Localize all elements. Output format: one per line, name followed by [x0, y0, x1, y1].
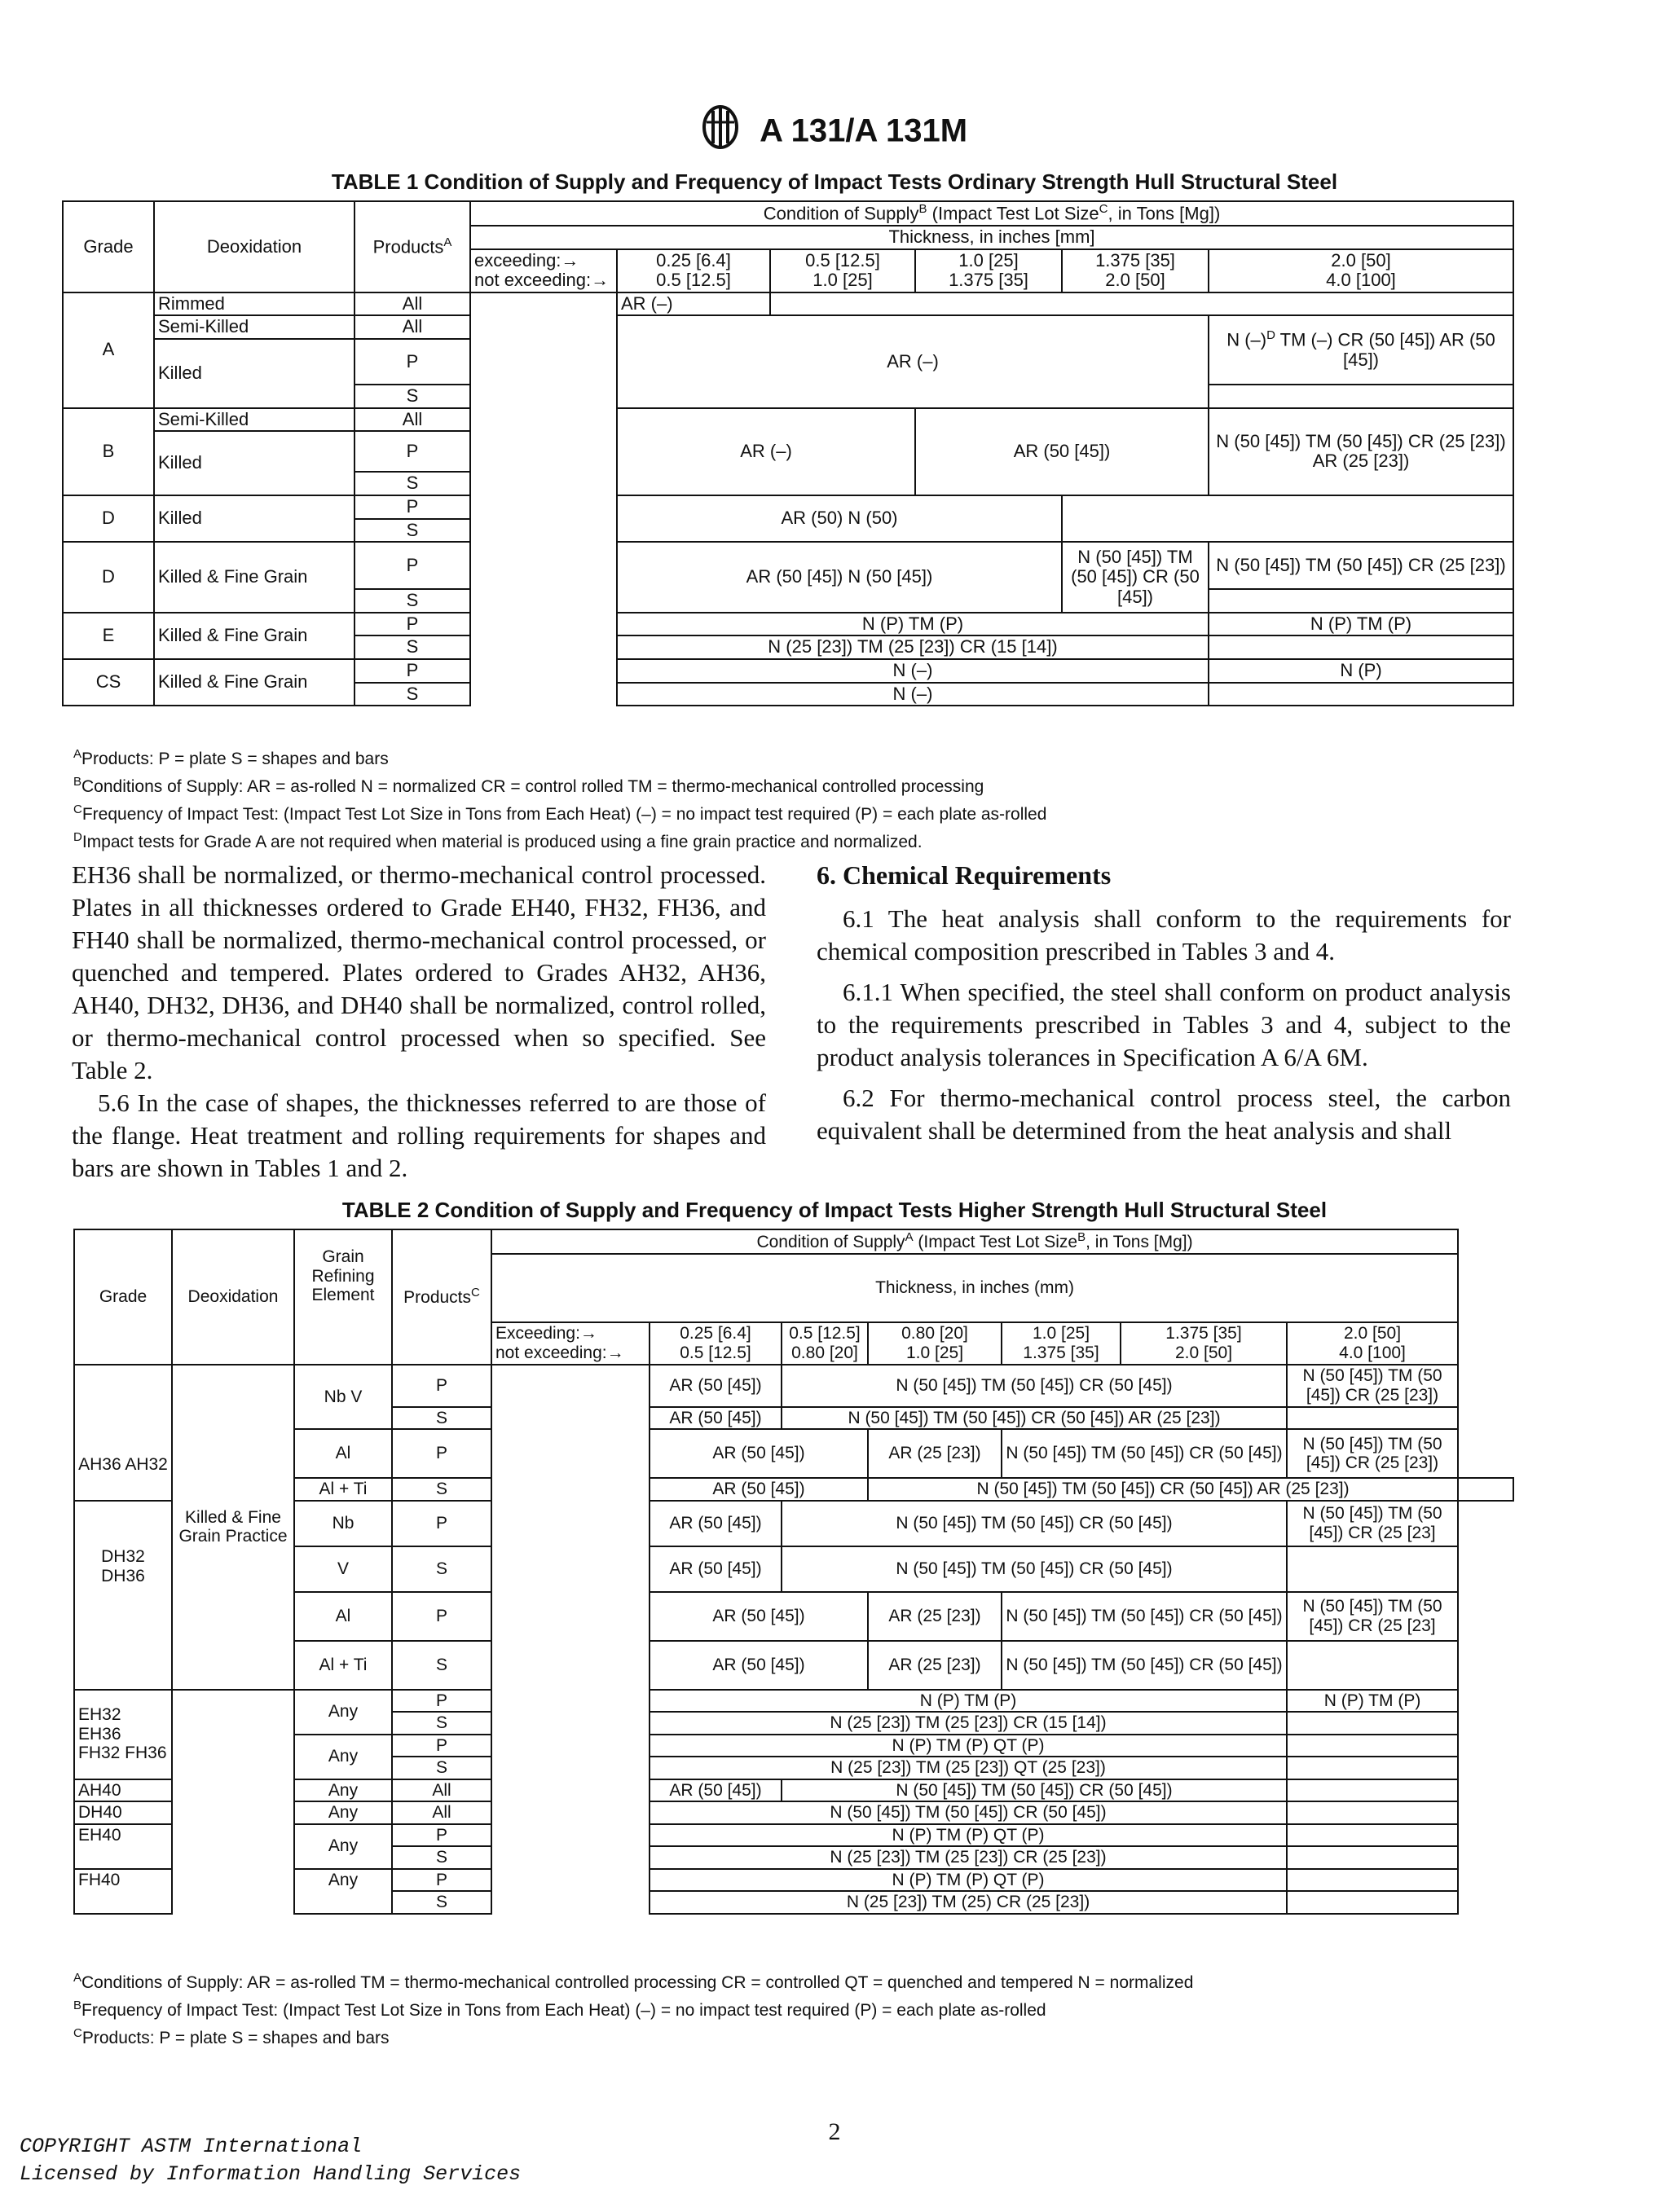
t1-grade-e: E [63, 613, 154, 659]
designation: A 131/A 131M [760, 112, 968, 149]
t2-range-5: 1.375 [35] 2.0 [50] [1121, 1322, 1287, 1365]
table2-footnotes [73, 1967, 1193, 2050]
t2-prod: All [392, 1801, 491, 1824]
t1-empty [770, 292, 1513, 316]
t2-c: N (50 [45]) TM (50 [45]) CR (25 [23] [1287, 1501, 1458, 1546]
t1-deox-killed: Killed [154, 339, 354, 408]
t2-range-1: 0.25 [6.4] 0.5 [12.5] [650, 1322, 782, 1365]
t1-h-products: Products$^A$ [354, 201, 470, 292]
t2-prod: S [392, 1407, 491, 1430]
t1-prod: P [354, 431, 470, 472]
t2-h-products: Products$^C$ [392, 1229, 491, 1365]
t2-elem: Al [294, 1592, 392, 1641]
t2-prod: S [392, 1546, 491, 1592]
t1-b-2: AR (50 [45]) [915, 408, 1209, 495]
t1-deox-killed-b: Killed [154, 431, 354, 495]
t2-elem: Any [294, 1690, 392, 1735]
t2-c: N (50 [45]) TM (50 [45]) CR (25 [23]) [1287, 1365, 1458, 1407]
t1-range-1: 0.25 [6.4] 0.5 [12.5] [617, 249, 770, 292]
t1-footnote: $^A$Products: P = plate S = shapes and bars [73, 747, 389, 768]
t2-c: N (50 [45]) TM (50 [45]) CR (50 [45]) AR (25 [23]) [782, 1407, 1287, 1430]
t1-prod: All [354, 292, 470, 316]
t2-c: N (50 [45]) TM (50 [45]) CR (50 [45]) [1002, 1429, 1287, 1478]
t2-prod: P [392, 1690, 491, 1713]
t2-elem: Any [294, 1735, 392, 1779]
t1-d2-3: N (50 [45]) TM (50 [45]) CR (25 [23]) [1209, 542, 1513, 589]
t1-spacer [470, 292, 617, 706]
t2-h-gre-spacer [294, 1322, 392, 1365]
t2-elem: V [294, 1546, 392, 1592]
t2-c: N (50 [45]) TM (50 [45]) CR (50 [45]) [1002, 1592, 1287, 1641]
t1-grade-d1: D [63, 495, 154, 542]
t1-empty [1062, 495, 1513, 542]
t1-h-grade: Grade [63, 201, 154, 292]
t1-cs-s: N (–) [617, 683, 1209, 706]
t2-prod: S [392, 1891, 491, 1914]
page-number: 2 [828, 2118, 841, 2145]
t2-c: AR (50 [45]) [650, 1501, 782, 1546]
t2-c: AR (50 [45]) [650, 1365, 782, 1407]
t1-prod: S [354, 519, 470, 543]
t2-prod: All [392, 1779, 491, 1802]
t2-prod: S [392, 1478, 491, 1501]
t1-d2-2: N (50 [45]) TM (50 [45]) CR (50 [45]) [1062, 542, 1209, 613]
t2-c: AR (25 [23]) [868, 1592, 1002, 1641]
t1-prod: P [354, 339, 470, 385]
t2-spacer [491, 1365, 650, 1914]
t1-prod: P [354, 659, 470, 683]
t2-prod: S [392, 1641, 491, 1690]
t2-prod: S [392, 1846, 491, 1869]
t2-prod: P [392, 1592, 491, 1641]
astm-logo-icon [702, 104, 739, 158]
t2-elem: Al [294, 1429, 392, 1478]
copyright-notice [20, 2133, 521, 2188]
t2-c: N (25 [23]) TM (25 [23]) CR (15 [14]) [650, 1712, 1287, 1735]
t2-h-grade: Grade [74, 1229, 172, 1365]
t2-elem: Any [294, 1779, 392, 1802]
t2-c: N (P) TM (P) QT (P) [650, 1824, 1287, 1847]
t2-c: AR (50 [45]) [650, 1546, 782, 1592]
t1-empty [1209, 635, 1513, 659]
t2-prod: P [392, 1501, 491, 1546]
t2-prod: S [392, 1712, 491, 1735]
t2-empty [1287, 1757, 1458, 1779]
t2-empty [1287, 1735, 1458, 1757]
t2-deox-killed: Killed & Fine Grain Practice [172, 1365, 294, 1690]
body-right-column [817, 859, 1511, 1147]
t1-prod: S [354, 472, 470, 495]
t1-b-3: N (50 [45]) TM (50 [45]) CR (25 [23]) AR (25 [23]) [1209, 408, 1513, 495]
t1-empty [1209, 683, 1513, 706]
t2-h-deox: Deoxidation [172, 1229, 294, 1365]
t2-elem: Nb V [294, 1365, 392, 1430]
t2-empty [1287, 1546, 1458, 1592]
t2-empty [1287, 1824, 1458, 1847]
t1-a-thick: N $(-)^D$ TM (–) CR (50 [45]) AR (50 [45]) [1209, 315, 1513, 385]
t1-empty [1209, 589, 1513, 613]
t2-grade-dh40: DH40 [74, 1801, 172, 1824]
t1-e-s: N (25 [23]) TM (25 [23]) CR (15 [14]) [617, 635, 1209, 659]
t1-range-2: 0.5 [12.5] 1.0 [25] [770, 249, 915, 292]
table2-title: TABLE 2 Condition of Supply and Frequency of Impact Tests Higher Strength Hull Structural Steel [341, 1198, 1328, 1222]
body-paragraph: 5.6 In the case of shapes, the thicknesses referred to are those of the flange. Heat treatment and rolling requirements for shapes and bars are shown in Tables 1 and 2. [72, 1088, 766, 1182]
t2-elem: Nb [294, 1501, 392, 1546]
t2-c: N (25 [23]) TM (25 [23]) CR (25 [23]) [650, 1846, 1287, 1869]
t2-range-4: 1.0 [25] 1.375 [35] [1002, 1322, 1121, 1365]
t1-h-range-label: exceeding:→ not exceeding:→ [470, 249, 617, 292]
t1-footnote: $^D$Impact tests for Grade A are not required when material is produced using a fine grain practice and normalized. [73, 830, 923, 851]
t1-grade-a: A [63, 292, 154, 408]
table1-footnotes [73, 743, 1046, 854]
t2-empty [1287, 1801, 1458, 1824]
table1 [62, 200, 1514, 706]
t1-footnote: $^B$Conditions of Supply: AR = as-rolled N = normalized CR = control rolled TM = thermo-mechanical controlled processing [73, 775, 984, 796]
t2-elem: Al + Ti [294, 1641, 392, 1690]
t1-prod: S [354, 589, 470, 613]
t2-footnote: $^C$Products: P = plate S = shapes and bars [73, 2026, 390, 2047]
t1-deox-killed-d: Killed [154, 495, 354, 542]
copyright-line: COPYRIGHT ASTM International [20, 2135, 363, 2158]
t2-empty [1287, 1641, 1458, 1690]
t1-d1: AR (50) N (50) [617, 495, 1062, 542]
t2-c: N (25 [23]) TM (25) CR (25 [23]) [650, 1891, 1287, 1914]
t1-deox-semi-b: Semi-Killed [154, 408, 354, 432]
t1-h-thick: Thickness, in inches [mm] [470, 226, 1513, 249]
t2-c: AR (50 [45]) [650, 1641, 868, 1690]
t1-footnote: $^C$Frequency of Impact Test: (Impact Test Lot Size in Tons from Each Heat) (–) = no impact test required (P) = each plate as-rolled [73, 803, 1047, 824]
t2-h-cond: Condition of Supply$^A$ (Impact Test Lot Size$^B$, in Tons [Mg]) [491, 1229, 1458, 1254]
t2-empty [1287, 1407, 1458, 1430]
t1-grade-d2: D [63, 542, 154, 613]
t2-footnote: $^B$Frequency of Impact Test: (Impact Test Lot Size in Tons from Each Heat) (–) = no impact test required (P) = each plate as-rolled [73, 1999, 1046, 2020]
t2-c: AR (50 [45]) [650, 1592, 868, 1641]
table1-title: TABLE 1 Condition of Supply and Frequency of Impact Tests Ordinary Strength Hull Structural Steel [331, 169, 1338, 194]
t2-range-2: 0.5 [12.5] 0.80 [20] [782, 1322, 868, 1365]
t2-deox-empty [172, 1690, 294, 1914]
copyright-line: Licensed by Information Handling Services [20, 2162, 522, 2186]
t1-range-3: 1.0 [25] 1.375 [35] [915, 249, 1062, 292]
t1-prod: S [354, 385, 470, 408]
t2-grade-ef: EH32 EH36 FH32 FH36 [74, 1690, 172, 1779]
t1-h-deox: Deoxidation [154, 201, 354, 292]
t1-prod: S [354, 683, 470, 706]
t2-elem: Any [294, 1801, 392, 1824]
t1-a-killed: AR (–) [617, 315, 1209, 407]
t2-empty [1287, 1779, 1458, 1802]
t2-c: AR (25 [23]) [868, 1429, 1002, 1478]
t1-deox-killed-fg-d: Killed & Fine Grain [154, 542, 354, 613]
t2-prod: P [392, 1365, 491, 1407]
t2-prod: P [392, 1429, 491, 1478]
t2-elem: Any [294, 1824, 392, 1869]
t1-d2-1: AR (50 [45]) N (50 [45]) [617, 542, 1062, 613]
t2-prod: P [392, 1869, 491, 1892]
t1-prod: P [354, 495, 470, 519]
t2-elem: Any [294, 1869, 392, 1914]
body-left-column [72, 859, 766, 1185]
t2-c: AR (50 [45]) [650, 1478, 868, 1501]
body-paragraph: EH36 shall be normalized, or thermo-mechanical control processed. Plates in all thicknesses ordered to Grade EH40, FH32, FH36, and FH40 shall be normalized, thermo-mechanical control processed, or quenched and tempered. Plates ordered to Grades AH32, AH36, AH40, DH32, DH36, and DH40 shall be normalized, control rolled, or thermo-mechanical control processed when so specified. See Table 2. [72, 860, 766, 1084]
t2-empty [1287, 1869, 1458, 1892]
t1-cs-p: N (–) [617, 659, 1209, 683]
t1-prod: P [354, 542, 470, 589]
section-heading: 6. Chemical Requirements [817, 860, 1112, 890]
t2-empty [1287, 1712, 1458, 1735]
t1-deox-killed-fg-cs: Killed & Fine Grain [154, 659, 354, 706]
t1-prod: S [354, 635, 470, 659]
t1-deox-rimmed: Rimmed [154, 292, 354, 316]
t2-prod: P [392, 1735, 491, 1757]
t1-a-rimmed: AR (–) [617, 292, 770, 316]
t2-c: N (P) TM (P) QT (P) [650, 1735, 1287, 1757]
t2-c: N (P) TM (P) [1287, 1690, 1458, 1713]
t2-grade-fh40: FH40 [74, 1869, 172, 1914]
t2-c: N (50 [45]) TM (50 [45]) CR (25 [23]) [1287, 1429, 1458, 1478]
t1-range-4: 1.375 [35] 2.0 [50] [1062, 249, 1209, 292]
t1-grade-b: B [63, 408, 154, 495]
t1-prod: P [354, 613, 470, 636]
t2-prod: P [392, 1824, 491, 1847]
body-paragraph: 6.1.1 When specified, the steel shall conform on product analysis to the requirements prescribed in Tables 3 and 4, subject to the product analysis tolerances in Specification A 6/A 6M. [817, 978, 1511, 1071]
t1-h-cond: Condition of Supply$^B$ (Impact Test Lot Size$^C$, in Tons [Mg]) [470, 201, 1513, 226]
t1-e-p: N (P) TM (P) [617, 613, 1209, 636]
t2-range-3: 0.80 [20] 1.0 [25] [868, 1322, 1002, 1365]
t2-grade-ah: AH36 AH32 [74, 1365, 172, 1501]
t2-prod: S [392, 1757, 491, 1779]
t2-c: N (50 [45]) TM (50 [45]) CR (50 [45]) [782, 1546, 1287, 1592]
t2-c: N (50 [45]) TM (50 [45]) CR (50 [45]) [1002, 1641, 1287, 1690]
t1-cs-p2: N (P) [1209, 659, 1513, 683]
t2-c: AR (50 [45]) [650, 1407, 782, 1430]
t2-c: N (50 [45]) TM (50 [45]) CR (50 [45]) AR (25 [23]) [868, 1478, 1458, 1501]
t2-grade-dh: DH32 DH36 [74, 1501, 172, 1690]
t2-c: AR (50 [45]) [650, 1779, 782, 1802]
t1-range-5: 2.0 [50] 4.0 [100] [1209, 249, 1513, 292]
t2-grade-ah40: AH40 [74, 1779, 172, 1802]
t2-h-gre: Grain Refining Element [294, 1229, 392, 1322]
t2-c: AR (50 [45]) [650, 1429, 868, 1478]
t1-prod: All [354, 315, 470, 339]
t2-c: N (50 [45]) TM (50 [45]) CR (50 [45]) [650, 1801, 1287, 1824]
t1-e-p2: N (P) TM (P) [1209, 613, 1513, 636]
t2-c: N (P) TM (P) QT (P) [650, 1869, 1287, 1892]
t2-c: N (50 [45]) TM (50 [45]) CR (50 [45]) [782, 1365, 1287, 1407]
t2-footnote: $^A$Conditions of Supply: AR = as-rolled TM = thermo-mechanical controlled processing CR = controlled QT = quenched and tempered N = normalized [73, 1971, 1194, 1992]
table2 [73, 1229, 1514, 1915]
t1-empty [1209, 385, 1513, 408]
t2-elem: Al + Ti [294, 1478, 392, 1501]
t2-c: N (25 [23]) TM (25 [23]) QT (25 [23]) [650, 1757, 1287, 1779]
t2-c: N (P) TM (P) [650, 1690, 1287, 1713]
body-paragraph: 6.2 For thermo-mechanical control process steel, the carbon equivalent shall be determined from the heat analysis and shall [817, 1084, 1511, 1145]
t1-prod: All [354, 408, 470, 432]
t2-c: N (50 [45]) TM (50 [45]) CR (50 [45]) [782, 1501, 1287, 1546]
t2-empty [1287, 1846, 1458, 1869]
t1-deox-semi: Semi-Killed [154, 315, 354, 339]
t2-c: AR (25 [23]) [868, 1641, 1002, 1690]
t2-h-thick: Thickness, in inches (mm) [491, 1254, 1458, 1322]
t2-empty [1458, 1478, 1513, 1501]
t2-c: N (50 [45]) TM (50 [45]) CR (50 [45]) [782, 1779, 1287, 1802]
t2-range-6: 2.0 [50] 4.0 [100] [1287, 1322, 1458, 1365]
t2-h-range-label: Exceeding:→ not exceeding:→ [491, 1322, 650, 1365]
t1-deox-killed-fg-e: Killed & Fine Grain [154, 613, 354, 659]
body-paragraph: 6.1 The heat analysis shall conform to the requirements for chemical composition prescribed in Tables 3 and 4. [817, 904, 1511, 965]
t1-b-1: AR (–) [617, 408, 915, 495]
t2-empty [1287, 1891, 1458, 1914]
page-header [0, 104, 1669, 158]
t2-c: N (50 [45]) TM (50 [45]) CR (25 [23] [1287, 1592, 1458, 1641]
t2-grade-eh40: EH40 [74, 1824, 172, 1869]
t1-grade-cs: CS [63, 659, 154, 706]
